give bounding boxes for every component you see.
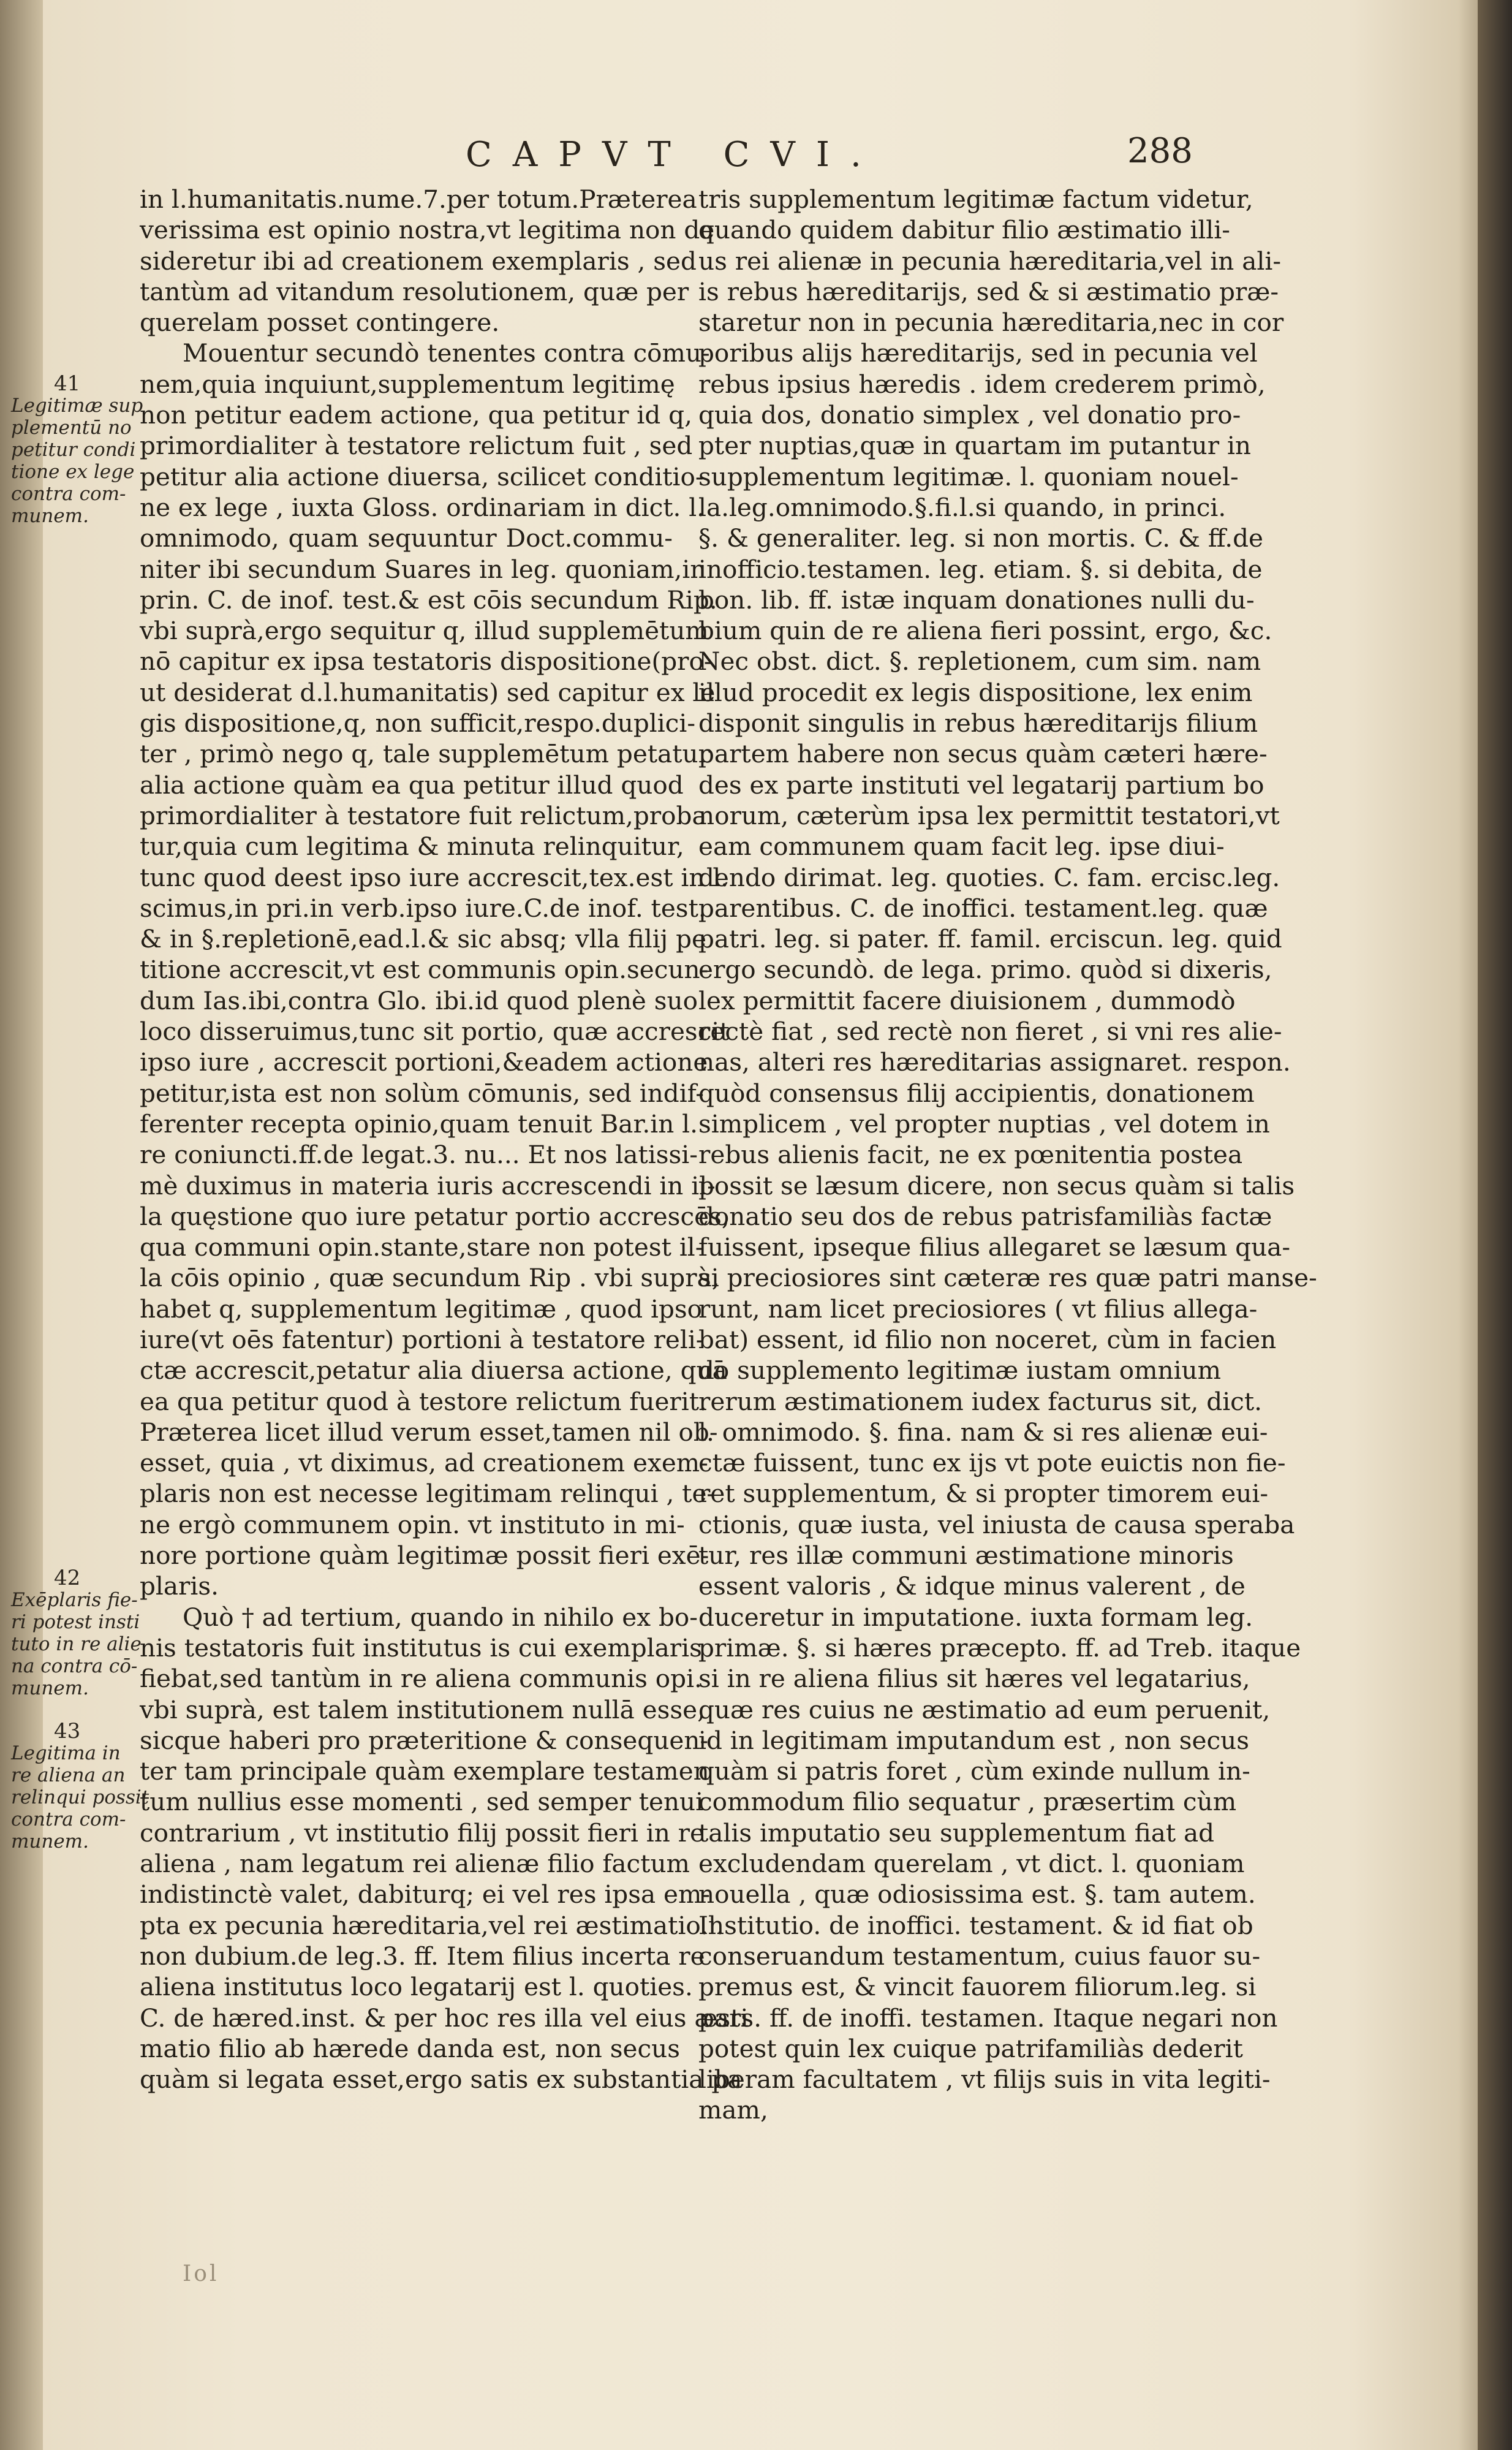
margin-note-line: ri potest insti <box>11 1611 140 1633</box>
text-line: Nec obst. dict. §. repletionem, cum sim. nam <box>698 647 1261 677</box>
text-line: si preciosiores sint cæteræ res quæ patri manse- <box>698 1263 1317 1293</box>
margin-note-line: contra com- <box>11 483 126 505</box>
text-line: runt, nam licet preciosiores ( vt filius allega- <box>698 1294 1258 1324</box>
text-line: re coniuncti.ff.de legat.3. nu... Et nos latissi- <box>140 1140 698 1170</box>
text-line: possit se læsum dicere, non secus quàm si talis <box>698 1170 1295 1200</box>
text-line: aliena , nam legatum rei alienæ filio factum <box>140 1849 690 1879</box>
text-line: l. omnimodo. §. fina. nam & si res alienæ eui- <box>698 1417 1268 1447</box>
text-line: rerum æstimationem iudex facturus sit, dict. <box>698 1386 1263 1416</box>
text-line: ipso iure , accrescit portioni,&eadem actione <box>140 1047 708 1077</box>
text-line: Mouentur secundò tenentes contra cōmu- <box>183 338 710 368</box>
text-line: tunc quod deest ipso iure accrescit,tex.est in l. <box>140 862 729 892</box>
text-line: sicque haberi pro præteritione & consequen- <box>140 1725 709 1755</box>
text-line: Quò † ad tertium, quando in nihilo ex bo- <box>183 1602 698 1632</box>
text-line: ea qua petitur quod à testore relictum fuerit. <box>140 1386 707 1416</box>
margin-note-line: re aliena an <box>11 1764 126 1786</box>
text-line: loco disseruimus,tunc sit portio, quæ accrescit <box>140 1017 730 1047</box>
text-line: la quęstione quo iure petatur portio accrescēs, <box>140 1201 730 1231</box>
text-line: eam communem quam facit leg. ipse diui- <box>698 832 1225 862</box>
text-line: ne ex lege , iuxta Gloss. ordinariam in dict. l. <box>140 492 705 522</box>
text-line: petitur alia actione diuersa, scilicet conditio- <box>140 461 704 491</box>
text-line: nore portione quàm legitimæ possit fieri exē- <box>140 1541 709 1571</box>
text-line: ergo secundò. de lega. primo. quòd si dixeris, <box>698 955 1272 985</box>
text-line: omnimodo, quam sequuntur Doct.commu- <box>140 523 673 553</box>
text-line: ter tam principale quàm exemplare testamen <box>140 1756 709 1786</box>
text-line: tantùm ad vitandum resolutionem, quæ per <box>140 276 689 306</box>
text-line: non dubium.de leg.3. ff. Item filius incerta re <box>140 1941 705 1971</box>
text-line: ctæ accrescit,petatur alia diuersa actione, quā <box>140 1356 727 1386</box>
text-line: do supplemento legitimæ iustam omnium <box>698 1356 1222 1386</box>
text-line: vbi suprà, est talem institutionem nullā esse, <box>140 1694 706 1724</box>
text-line: ctionis, quæ iusta, vel iniusta de causa speraba <box>698 1509 1295 1539</box>
text-line: essent valoris , & idque minus valerent , de <box>698 1571 1246 1601</box>
text-line: norum, cæterùm ipsa lex permittit testatori,vt <box>698 800 1280 830</box>
text-line: supplementum legitimæ. l. quoniam nouel- <box>698 461 1239 491</box>
text-line: ne ergò communem opin. vt instituto in mi- <box>140 1509 685 1539</box>
page-header <box>0 131 1478 184</box>
text-line: ter , primò nego q, tale supplemētum petatur <box>140 739 710 769</box>
text-line: esset, quia , vt diximus, ad creationem exem- <box>140 1448 708 1478</box>
text-line: parentibus. C. de inoffici. testament.leg. quæ <box>698 893 1268 923</box>
text-line: rebus alienis facit, ne ex pœnitentia postea <box>698 1140 1243 1170</box>
text-line: verissima est opinio nostra,vt legitima non de <box>140 215 715 245</box>
text-line: qua communi opin.stante,stare non potest il- <box>140 1232 704 1262</box>
text-line: dum Ias.ibi,contra Glo. ibi.id quod plenè suo <box>140 985 698 1015</box>
text-line: id in legitimam imputandum est , non secus <box>698 1725 1250 1755</box>
text-line: habet q, supplementum legitimæ , quod ipso <box>140 1294 703 1324</box>
text-line: us rei alienæ in pecunia hæreditaria,vel in ali- <box>698 246 1281 276</box>
text-line: duceretur in imputatione. iuxta formam leg. <box>698 1602 1253 1632</box>
text-line: bon. lib. ff. istæ inquam donationes nulli du- <box>698 585 1255 615</box>
text-line: tur,quia cum legitima & minuta relinquitur, <box>140 832 684 862</box>
text-line: premus est, & vincit fauorem filiorum.leg. si <box>698 1972 1257 2002</box>
margin-note-line: petitur condi <box>11 439 136 461</box>
text-line: & in §.repletionē,ead.l.& sic absq; vlla filij pe <box>140 924 706 954</box>
text-line: potest quin lex cuique patrifamiliàs dederit <box>698 2033 1243 2063</box>
text-line: quæ res cuius ne æstimatio ad eum peruenit, <box>698 1694 1271 1724</box>
text-line: rebus ipsius hæredis . idem crederem primò, <box>698 369 1266 399</box>
margin-note <box>11 1720 149 1853</box>
text-line: in l.humanitatis.nume.7.per totum.Præterea <box>140 184 697 214</box>
margin-note-line: munem. <box>11 1677 89 1699</box>
text-line: iure(vt oēs fatentur) portioni à testatore reli- <box>140 1324 705 1354</box>
text-line: ret supplementum, & si propter timorem eui- <box>698 1479 1268 1509</box>
text-line: pter nuptias,quæ in quartam im putantur in <box>698 431 1251 461</box>
left-text-column <box>140 184 749 2095</box>
text-line: liberam facultatem , vt filijs suis in vita legiti- <box>698 2065 1271 2095</box>
text-line: vbi suprà,ergo sequitur q, illud supplemētum <box>140 616 709 646</box>
text-line: si in re aliena filius sit hæres vel legatarius, <box>698 1664 1250 1694</box>
text-line: is rebus hæreditarijs, sed & si æstimatio præ- <box>698 276 1279 306</box>
text-line: dendo dirimat. leg. quoties. C. fam. ercisc.leg. <box>698 862 1280 892</box>
text-line: quàm si legata esset,ergo satis ex substantia pa <box>140 2065 743 2095</box>
text-line: tum nullius esse momenti , sed semper tenui <box>140 1787 704 1817</box>
text-line: rectè fiat , sed rectè non fieret , si vni res alie- <box>698 1017 1282 1047</box>
margin-note-line: tione ex lege <box>11 461 135 483</box>
text-line: matio filio ab hærede danda est, non secus <box>140 2033 681 2063</box>
text-line: querelam posset contingere. <box>140 308 500 338</box>
margin-note-line: tuto in re alie <box>11 1633 142 1655</box>
text-line: mè duximus in materia iuris accrescendi in il- <box>140 1170 716 1200</box>
text-line: primordialiter à testatore fuit relictum,proba <box>140 800 707 830</box>
running-head: CAPVT CVI. <box>466 135 882 175</box>
margin-note-line: na contra cō- <box>11 1655 138 1677</box>
text-line: nas, alteri res hæreditarias assignaret. respon. <box>698 1047 1291 1077</box>
text-line: des ex parte instituti vel legatarij partium bo <box>698 770 1264 800</box>
folio-number: 288 <box>1127 131 1193 171</box>
text-line: poribus alijs hæreditarijs, sed in pecunia vel <box>698 338 1258 368</box>
margin-note-number: 42 <box>54 1566 81 1590</box>
text-line: commodum filio sequatur , præsertim cùm <box>698 1787 1237 1817</box>
text-line: ctæ fuissent, tunc ex ijs vt pote euictis non fie- <box>698 1448 1286 1478</box>
text-line: Præterea licet illud verum esset,tamen nil ob- <box>140 1417 718 1447</box>
text-line: conseruandum testamentum, cuius fauor su- <box>698 1941 1261 1971</box>
text-line: simplicem , vel propter nuptias , vel dotem in <box>698 1109 1270 1139</box>
text-line: partem habere non secus quàm cæteri hære- <box>698 739 1268 769</box>
text-line: lex permittit facere diuisionem , dummodò <box>698 985 1236 1015</box>
text-line: fuissent, ipseque filius allegaret se læsum qua- <box>698 1232 1291 1262</box>
text-line: quia dos, donatio simplex , vel donatio pro- <box>698 400 1241 430</box>
text-line: staretur non in pecunia hæreditaria,nec in cor <box>698 308 1284 338</box>
margin-note-line: munem. <box>11 1830 89 1853</box>
text-line: petitur,ista est non solùm cōmunis, sed indif- <box>140 1078 704 1108</box>
margin-note-number: 43 <box>54 1719 81 1743</box>
text-line: disponit singulis in rebus hæreditarijs filium <box>698 708 1258 738</box>
text-line: quàm si patris foret , cùm exinde nullum in- <box>698 1756 1250 1786</box>
text-line: inofficio.testamen. leg. etiam. §. si debita, de <box>698 554 1263 584</box>
text-line: pars. ff. de inoffi. testamen. Itaque negari non <box>698 2003 1278 2033</box>
margin-note-line: Legitima in <box>11 1742 121 1764</box>
text-line: bat) essent, id filio non noceret, cùm in facien <box>698 1324 1277 1354</box>
text-line: nō capitur ex ipsa testatoris dispositione(pro- <box>140 647 713 677</box>
margin-note <box>11 373 143 527</box>
signature-mark: Iol <box>183 2261 219 2286</box>
margin-note-line: Exēplaris fie- <box>11 1589 138 1611</box>
text-line: tris supplementum legitimæ factum videtur, <box>698 184 1253 214</box>
text-line: sideretur ibi ad creationem exemplaris , sed <box>140 246 697 276</box>
text-line: mam, <box>698 2095 768 2125</box>
margin-note-line: plementū no <box>11 417 132 439</box>
margin-note-line: contra com- <box>11 1808 126 1830</box>
text-line: plaris non est necesse legitimam relinqui , te- <box>140 1479 716 1509</box>
text-line: pta ex pecunia hæreditaria,vel rei æstimatio.l. <box>140 1910 724 1940</box>
text-line: fiebat,sed tantùm in re aliena communis opi. <box>140 1664 702 1694</box>
text-line: plaris. <box>140 1571 219 1601</box>
text-line: §. & generaliter. leg. si non mortis. C. & ff.de <box>698 523 1264 553</box>
text-line: talis imputatio seu supplementum fiat ad <box>698 1818 1215 1848</box>
text-line: titione accrescit,vt est communis opin.secun- <box>140 955 709 985</box>
text-line: patri. leg. si pater. ff. famil. erciscun. leg. quid <box>698 924 1282 954</box>
text-line: la cōis opinio , quæ secundum Rip . vbi suprà, <box>140 1263 720 1293</box>
text-line: primordialiter à testatore relictum fuit , sed <box>140 431 693 461</box>
text-line: illud procedit ex legis dispositione, lex enim <box>698 677 1253 707</box>
margin-note-line: Legitimæ sup <box>11 395 143 417</box>
text-line: ut desiderat d.l.humanitatis) sed capitur ex le <box>140 677 716 707</box>
text-line: excludendam querelam , vt dict. l. quoniam <box>698 1849 1245 1879</box>
margin-note <box>11 1567 142 1699</box>
margin-note-number: 41 <box>54 371 81 396</box>
right-text-column <box>698 184 1317 2126</box>
text-line: contrarium , vt institutio filij possit fieri in re <box>140 1818 705 1848</box>
text-line: scimus,in pri.in verb.ipso iure.C.de inof. test. <box>140 893 706 923</box>
text-line: prin. C. de inof. test.& est cōis secundum Rip. <box>140 585 717 615</box>
text-line: aliena institutus loco legatarij est l. quoties. <box>140 1972 693 2002</box>
text-line: alia actione quàm ea qua petitur illud quod <box>140 770 684 800</box>
text-line: gis dispositione,q, non sufficit,respo.duplici- <box>140 708 695 738</box>
text-line: donatio seu dos de rebus patrisfamiliàs factæ <box>698 1201 1272 1231</box>
text-line: quando quidem dabitur filio æstimatio illi- <box>698 215 1230 245</box>
text-line: non petitur eadem actione, qua petitur id q, <box>140 400 692 430</box>
margin-note-line: relinqui possit <box>11 1786 149 1808</box>
text-line: indistinctè valet, dabiturq; ei vel res ipsa em- <box>140 1879 711 1910</box>
text-line: Institutio. de inoffici. testament. & id fiat ob <box>698 1910 1253 1940</box>
page-gutter <box>0 0 43 2450</box>
text-line: tur, res illæ communi æstimatione minoris <box>698 1541 1234 1571</box>
text-line: nis testatoris fuit institutus is cui exemplaris <box>140 1633 702 1663</box>
text-line: la.leg.omnimodo.§.fi.l.si quando, in princi. <box>698 492 1227 522</box>
book-edge <box>1478 0 1512 2450</box>
text-line: nouella , quæ odiosissima est. §. tam autem. <box>698 1879 1256 1910</box>
text-line: primæ. §. si hæres præcepto. ff. ad Treb. itaque <box>698 1633 1301 1663</box>
text-line: niter ibi secundum Suares in leg. quoniam,in <box>140 554 706 584</box>
margin-note-line: munem. <box>11 505 89 527</box>
text-line: C. de hæred.inst. & per hoc res illa vel eius æsti <box>140 2003 749 2033</box>
text-line: nem,quia inquiunt,supplementum legitimę <box>140 369 675 399</box>
text-line: quòd consensus filij accipientis, donationem <box>698 1078 1255 1108</box>
text-line: ferenter recepta opinio,quam tenuit Bar.in l. <box>140 1109 698 1139</box>
text-line: bium quin de re aliena fieri possint, ergo, &c. <box>698 616 1272 646</box>
